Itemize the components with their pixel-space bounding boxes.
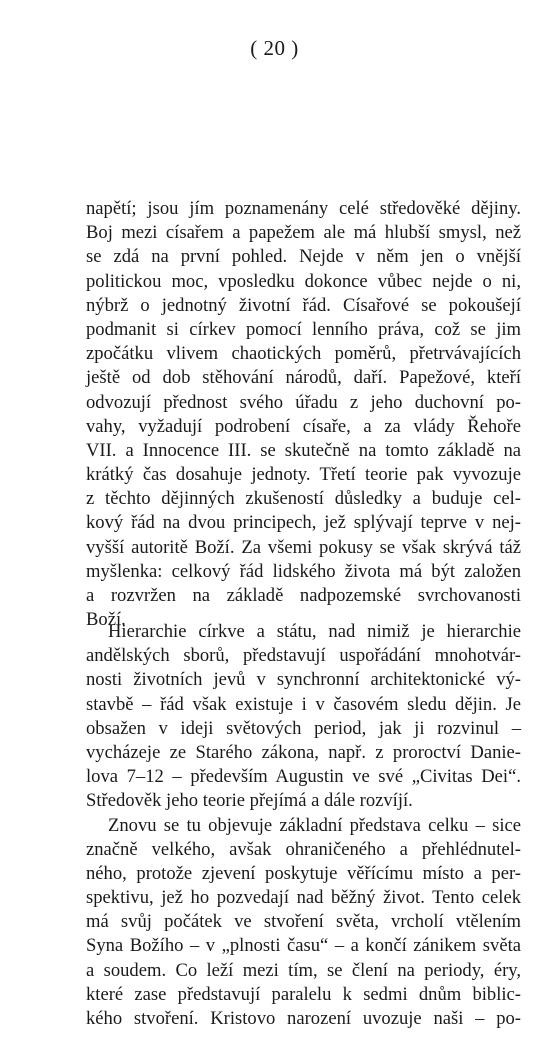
text-line: Středověk jeho teorie přejímá a dále rozvíjí. [86,790,413,812]
text-line: Boj mezi císařem a papežem ale má hlubší smysl, než [86,222,521,244]
text-block-upper [86,197,521,632]
text-line: andělských sborů, představují uspořádání mnohotvár- [86,645,521,667]
text-line: má svůj počátek ve stvoření světa, vrcholí vtělením [86,911,521,933]
text-line: Syna Božího – v „plnosti času“ – a končí zánikem světa [86,935,521,957]
text-line: politickou moc, vposledku dokonce vůbec nejde o ni, [86,270,521,292]
paragraph-hierarchy [86,620,521,814]
text-line: zpočátku vlivem chaotických poměrů, přetrvávajících [86,343,521,365]
text-line: vyšší autoritě Boží. Za všemi pokusy se však skrývá táž [86,536,521,558]
text-line: nýbrž o jednotný životní řád. Císařové se pokoušejí [86,294,521,316]
text-line: obsažen v ideji světových period, jak ji rozvinul – [86,717,521,739]
text-line: značně velkého, avšak ohraničeného a přehlédnutel- [86,838,521,860]
text-line: ného, protože zjevení poskytuje věřícímu místo a per- [86,862,521,884]
text-line: které zase představují paralelu k sedmi dnům biblic- [86,983,521,1005]
text-line: vycházeje ze Starého zákona, např. z proroctví Danie- [86,741,521,763]
text-line: vahy, vyžadují podrobení císaře, a za vlády Řehoře [86,415,521,437]
text-line: ještě od dob stěhování národů, daří. Papežové, kteří [86,367,521,389]
text-line: podmanit si církev pomocí lenního práva, což se jim [86,318,521,340]
paragraph-whole [86,814,521,1032]
text-line: odvozují přednost svého úřadu z jeho duchovní po- [86,391,521,413]
text-line: a rozvržen na základě nadpozemské svrchovanosti [86,585,521,606]
page-number: ( 20 ) [250,36,299,60]
text-line: lova 7–12 – především Augustin ve své „Civitas Dei“. [86,766,521,788]
text-line: kého stvoření. Kristovo narození uvozuje naši – po- [86,1008,521,1029]
text-line: stavbě – řád však existuje i v časovém sledu dějin. Je [86,693,521,715]
text-line: spektivu, jež ho pozvedají nad běžný život. Tento celek [86,887,521,909]
text-line: VII. a Innocence III. se skutečně na tomto základě na [86,439,521,461]
text-line: z těchto dějinných zkušeností důsledky a buduje cel- [86,488,521,510]
text-line: kový řád na dvou principech, jež splývají teprve v nej- [86,512,521,534]
text-line: nosti životních jevů v synchronní architektonické vý- [86,669,521,691]
text-block-lower [86,620,521,1031]
text-line: Boží. [86,609,126,631]
text-line: a soudem. Co leží mezi tím, se člení na periody, éry, [86,959,521,981]
text-line: myšlenka: celkový řád lidského života má být založen [86,560,521,582]
text-line: Hierarchie církve a státu, nad nimiž je hierarchie [108,621,521,642]
text-line: se zdá na první pohled. Nejde v něm jen o vnější [86,246,521,268]
text-line: Znovu se tu objevuje základní představa celku – sice [108,814,521,836]
text-line: napětí; jsou jím poznamenány celé středověké dějiny. [86,198,521,219]
paragraph-continuation [86,197,521,632]
text-line: krátký čas dosahuje jednoty. Třetí teorie pak vyvozuje [86,464,521,486]
